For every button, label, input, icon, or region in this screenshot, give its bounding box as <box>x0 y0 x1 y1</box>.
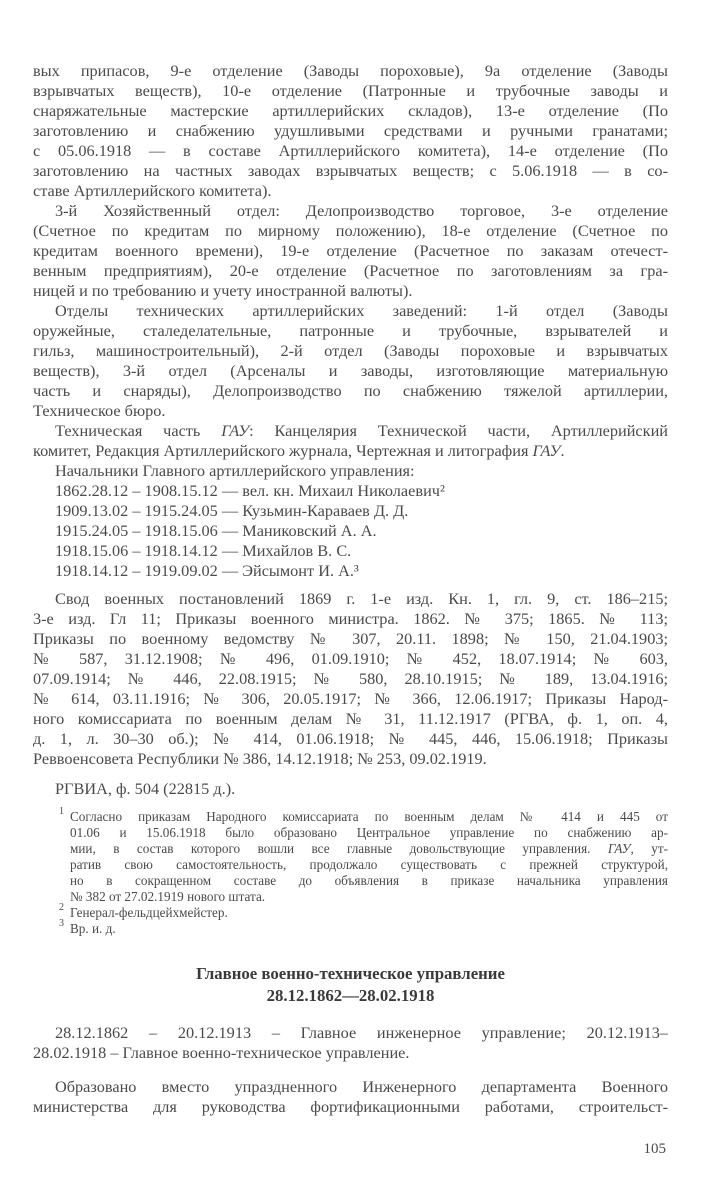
footnote-marker: 1 <box>59 806 64 817</box>
text-line: д. 1, л. 30–30 об.); № 414, 01.06.1918; № 445, 446, 15.06.1918; Приказы <box>33 729 668 748</box>
text-line: 1918.15.06 – 1918.14.12 — Михайлов В. С. <box>55 541 352 560</box>
footnote-1 <box>33 806 668 905</box>
text-line: Свод военных постановлений 1869 г. 1-е изд. Кн. 1, гл. 9, ст. 186–215; <box>55 589 668 608</box>
archive-reference: РГВИА, ф. 504 (22815 д.). <box>55 779 236 798</box>
text-line: 1915.24.05 – 1918.15.06 — Маниковский А. А. <box>55 521 377 540</box>
chiefs-heading: Начальники Главного артиллерийского управления: <box>55 461 415 480</box>
text-line: Согласно приказам Народного комиссариата по военным делам № 414 и 445 от <box>70 809 668 824</box>
text-line: взрывчатых веществ), 10-е отделение (Патронные и трубочные заводы и <box>33 81 668 100</box>
text-line: заготовлению и снабжению удушливыми средствами и ручными гранатами; <box>33 121 668 140</box>
section-dates: 28.12.1862—28.02.1918 <box>266 986 435 1005</box>
footnote-text <box>70 921 668 937</box>
text-line: Техническая часть ГАУ: Канцелярия Технической части, Артиллерийский <box>55 421 668 440</box>
text-line: заготовлению на частных заводах взрывчатых веществ; с 5.06.1918 — в со- <box>33 161 668 180</box>
text-line: министерства для руководства фортификационными работами, строительст- <box>33 1097 668 1116</box>
chiefs-list <box>33 481 668 581</box>
footnote-text <box>70 905 668 921</box>
footnote-text <box>70 809 668 905</box>
text-line: ратив свою самостоятельность, продолжало существовать с прежней структурой, <box>70 857 668 872</box>
text-line: оружейные, сталеделательные, патронные и трубочные, взрывателей и <box>33 321 668 340</box>
section-title: Главное военно-техническое управление <box>196 964 505 983</box>
text-line: Отделы технических артиллерийских заведений: 1-й отдел (Заводы <box>55 301 668 320</box>
paragraph-economic-department <box>33 201 668 301</box>
text-line: 1918.14.12 – 1919.09.02 — Эйсымонт И. А.³ <box>55 561 359 580</box>
text-line: 3-е изд. Гл 11; Приказы военного министра. 1862. № 375; 1865. № 113; <box>33 609 668 628</box>
text-line: ницей и по требованию и учету иностранной валюты). <box>33 281 413 300</box>
paragraph-ordnance-departments <box>33 61 668 201</box>
text-line: с 05.06.1918 — в составе Артиллерийского комитета), 14-е отделение (По <box>33 141 668 160</box>
text-line: кредитам военного времени), 19-е отделение (Расчетное по заказам отечест- <box>33 241 668 260</box>
text-line: 07.09.1914; № 446, 22.08.1915; № 580, 28.10.1915; № 189, 13.04.1916; <box>33 669 668 688</box>
page-number: 105 <box>643 1141 666 1157</box>
text-line: 01.06 и 15.06.1918 было образовано Центральное управление по снабжению ар- <box>70 825 668 840</box>
document-page <box>33 61 668 1158</box>
paragraph-renaming <box>33 1023 668 1063</box>
text-line: Техническое бюро. <box>33 401 166 420</box>
text-line: № 614, 03.11.1916; № 306, 20.05.1917; № 366, 12.06.1917; Приказы Народ- <box>33 689 668 708</box>
text-line: 1862.28.12 – 1908.15.12 — вел. кн. Михаил Николаевич² <box>55 481 445 500</box>
text-line: часть и снаряды), Делопроизводство по снабжению тяжелой артиллерии, <box>33 381 668 400</box>
text-line: 3-й Хозяйственный отдел: Делопроизводство торговое, 3-е отделение <box>55 201 668 220</box>
text-line: (Счетное по кредитам по мирному положению), 18-е отделение (Счетное по <box>33 221 668 240</box>
sources-paragraph <box>33 589 668 769</box>
text-line: 1909.13.02 – 1915.24.05 — Кузьмин-Караваев Д. Д. <box>55 501 409 520</box>
text-line: 28.02.1918 – Главное военно-техническое управление. <box>33 1043 410 1062</box>
text-line: № 587, 31.12.1908; № 496, 01.09.1910; № 452, 18.07.1914; № 603, <box>33 649 668 668</box>
text-line: вых припасов, 9-е отделение (Заводы пороховые), 9а отделение (Заводы <box>33 61 668 80</box>
text-line: комитет, Редакция Артиллерийского журнала, Чертежная и литография ГАУ. <box>33 441 565 460</box>
footnote-marker: 2 <box>59 902 64 913</box>
footnote-marker: 3 <box>59 918 64 929</box>
text-line: Приказы по военному ведомству № 307, 20.11. 1898; № 150, 21.04.1903; <box>33 629 668 648</box>
text-line: № 382 от 27.02.1919 нового штата. <box>70 889 266 904</box>
text-line: ного комиссариата по военным делам № 31, 11.12.1917 (РГВА, ф. 1, оп. 4, <box>33 709 668 728</box>
paragraph-technical-part <box>33 421 668 461</box>
text-line: Образовано вместо упраздненного Инженерного департамента Военного <box>55 1077 668 1096</box>
footnotes <box>33 806 668 937</box>
text-line: ставе Артиллерийского комитета). <box>33 181 272 200</box>
text-line: мии, в состав которого вошли все главные довольствующие управления. ГАУ, ут- <box>70 841 668 856</box>
text-line: Генерал-фельдцейхмейстер. <box>70 905 228 920</box>
text-line: Реввоенсовета Республики № 386, 14.12.1918; № 253, 09.02.1919. <box>33 749 487 768</box>
text-line: веществ), 3-й отдел (Арсеналы и заводы, изготовляющие материальную <box>33 361 668 380</box>
text-line: венным предприятиям), 20-е отделение (Расчетное по заготовлениям за гра- <box>33 261 668 280</box>
text-line: 28.12.1862 – 20.12.1913 – Главное инженерное управление; 20.12.1913– <box>55 1023 668 1042</box>
paragraph-technical-establishments <box>33 301 668 421</box>
text-line: гильз, машиностроительный), 2-й отдел (Заводы пороховые и взрывчатых <box>33 341 668 360</box>
text-line: Вр. и. д. <box>70 921 116 936</box>
footnote-3 <box>33 918 668 937</box>
text-line: но в сокращенном составе до объявления в приказе начальника управления <box>70 873 668 888</box>
paragraph-formation <box>33 1077 668 1117</box>
footnote-2 <box>33 902 668 921</box>
text-line: снаряжательные мастерские артиллерийских складов), 13-е отделение (По <box>33 101 668 120</box>
